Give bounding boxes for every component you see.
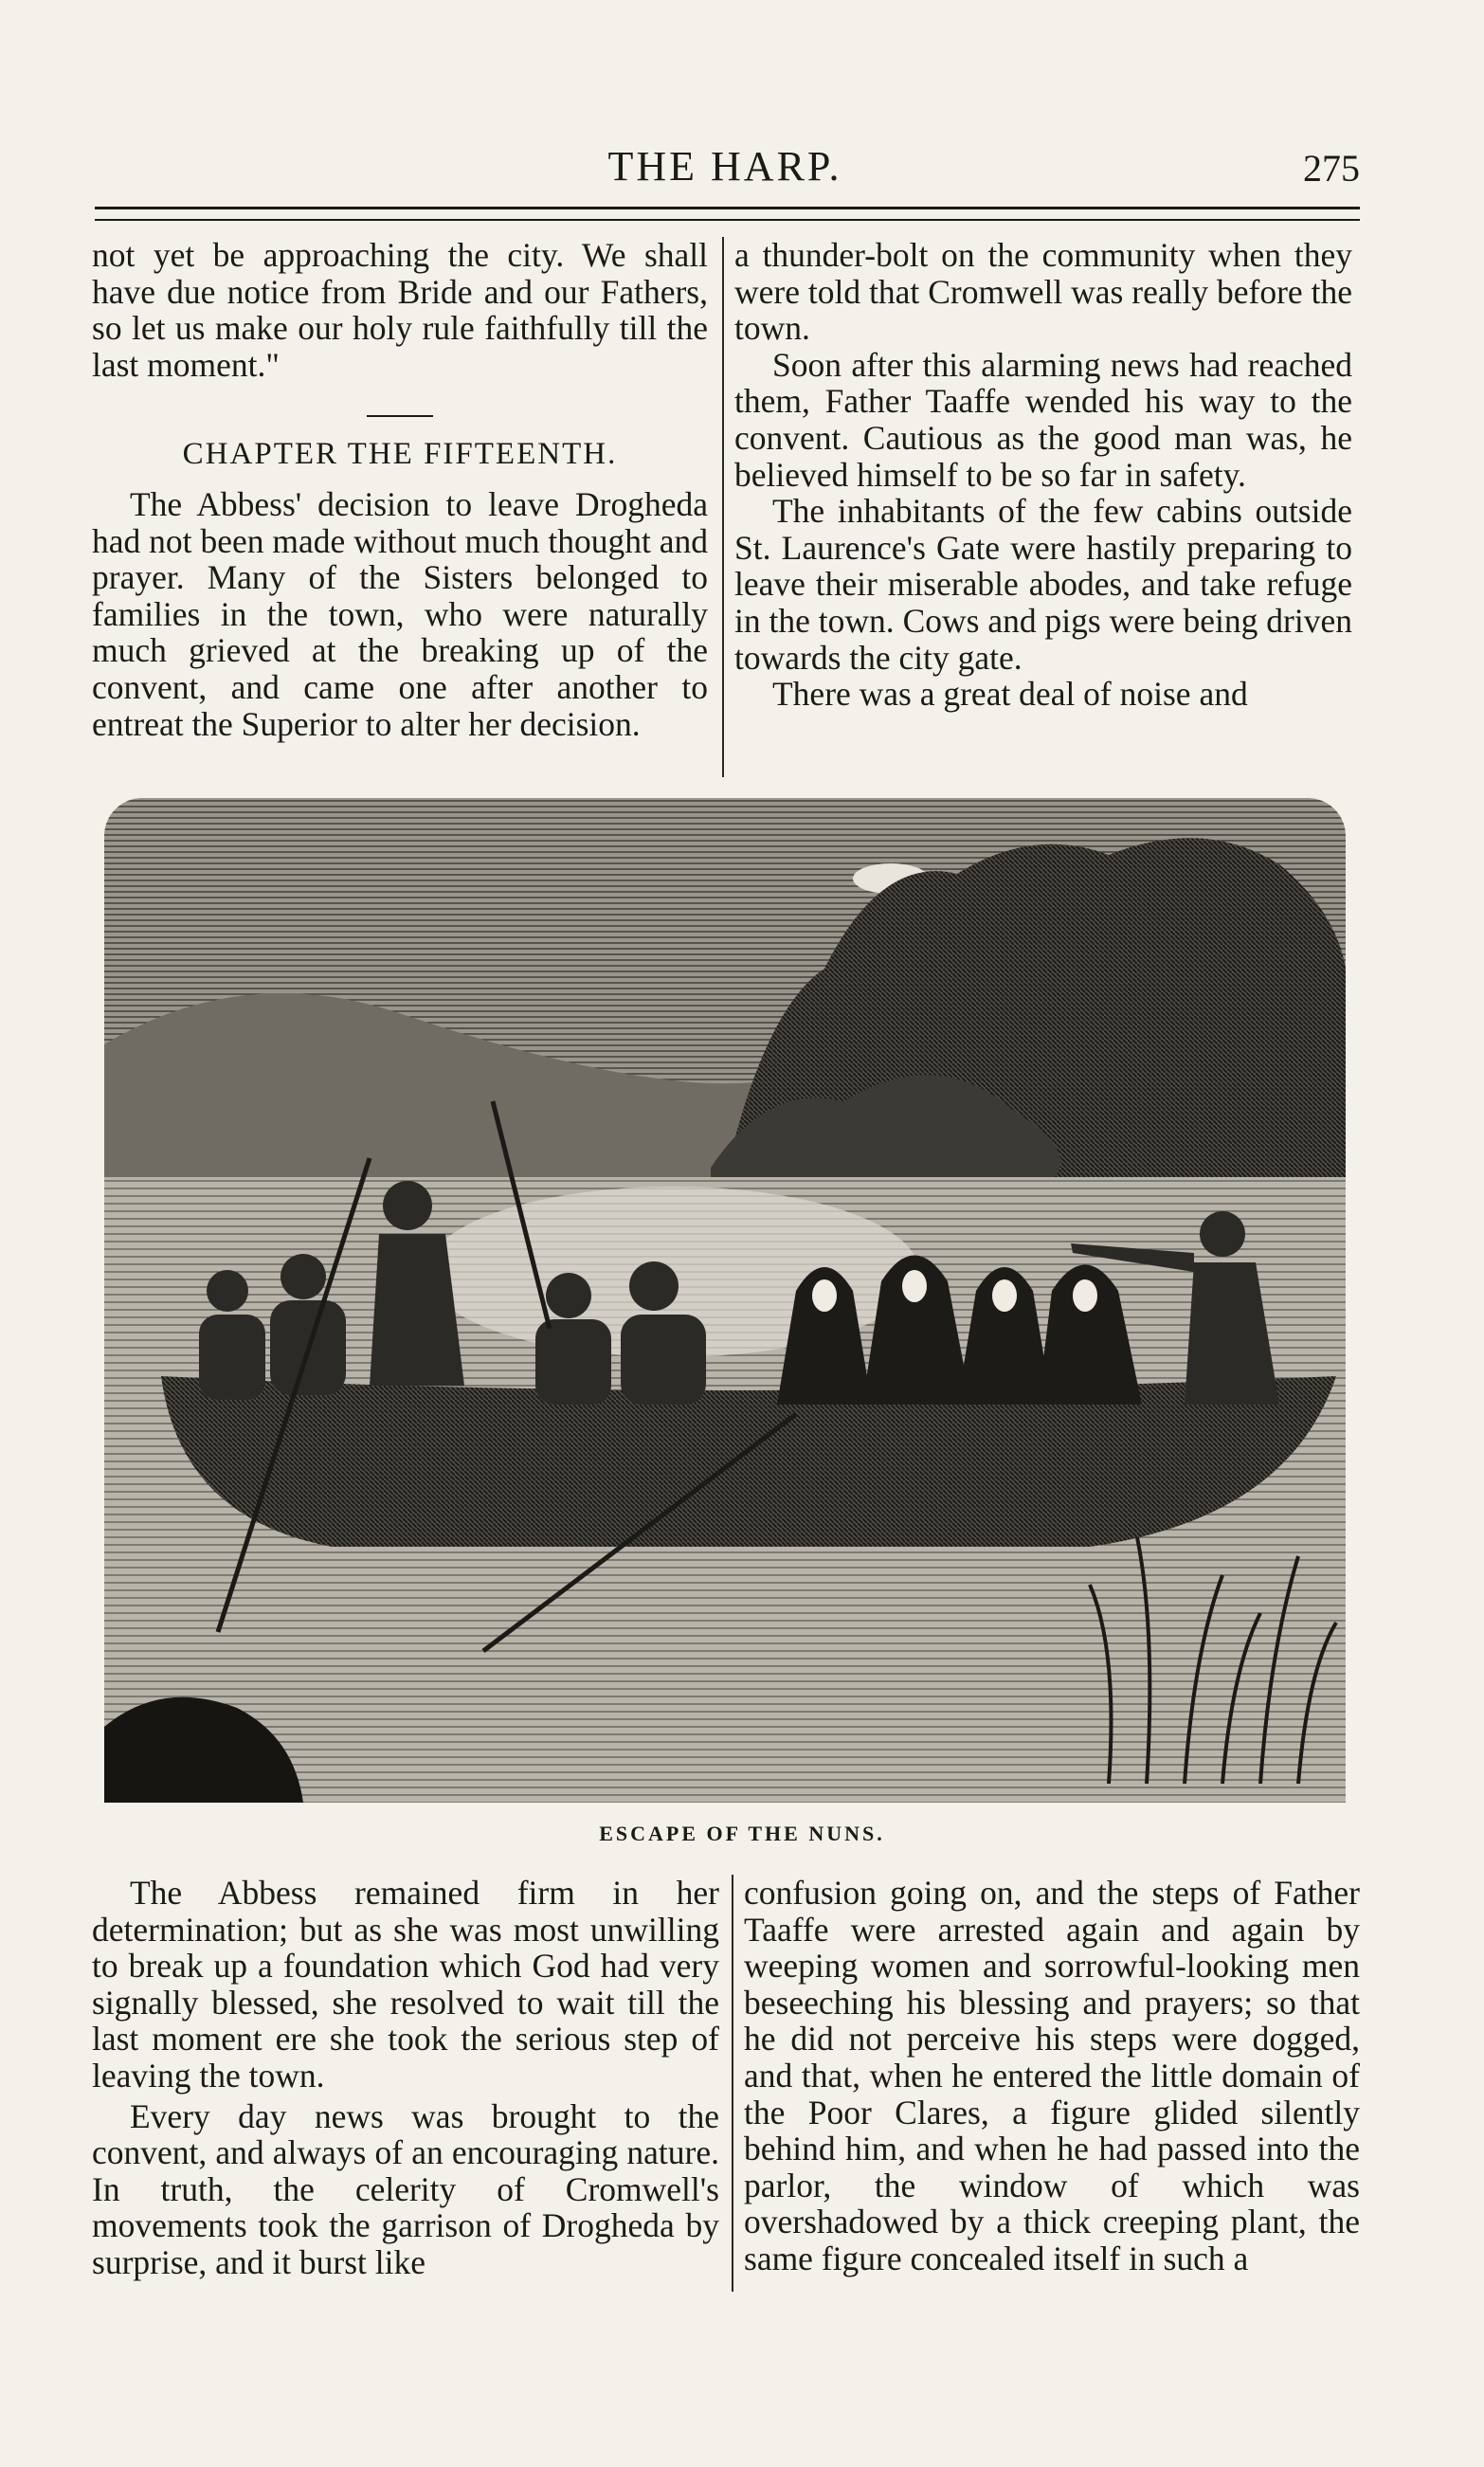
chapter-divider [367, 415, 433, 417]
engraving-image [104, 798, 1346, 1803]
paragraph: Soon after this alarming news had reached them, Father Taaffe wended his way to the convent. Cautious as the good man was, he believed himself to be so far in safety. [734, 345, 1352, 494]
illustration-caption: ESCAPE OF THE NUNS. [599, 1822, 885, 1845]
header-rule [95, 207, 1360, 221]
column-divider-top [722, 237, 724, 777]
chapter-title: CHAPTER THE FIFTEENTH. [182, 437, 618, 472]
page-number: 275 [1303, 147, 1360, 190]
paragraph: The inhabitants of the few cabins outside St. Laurence's Gate were hastily preparing to leave their miserable abodes, and take refuge in the town. Cows and pigs were being driven towards the city gate. [734, 492, 1352, 677]
column-divider-bottom [732, 1875, 733, 2292]
paragraph: The Abbess' decision to leave Drogheda had not been made without much thought and prayer. Many of the Sisters belonged to families in the town, who were naturally much grieved at the breaking up of the convent, and came one after another to entreat the Superior to alter her decision. [92, 484, 708, 743]
paragraph: Every day news was brought to the convent, and always of an encouraging nature. In truth, the celerity of Cromwell's movements took the garrison of Drogheda by surprise, and it burst like [92, 2096, 719, 2281]
boat [161, 1376, 1336, 1547]
top-left-column [92, 237, 708, 742]
top-right-column [734, 237, 1352, 713]
paragraph: There was a great deal of noise and [772, 675, 1248, 714]
bottom-left-column [92, 1875, 719, 2281]
continued-text: not yet be approaching the city. We shall have due notice from Bride and our Fathers, so let us make our holy rule faithfully till the last moment." [92, 236, 708, 384]
paragraph: confusion going on, and the steps of Father Taaffe were arrested again and again by weeping women and sorrowful-looking men beseeching his blessing and prayers; so that he did not perceive his steps were dogged, and that, when he entered the little domain of the Poor Clares, a figure glided silently behind him, and when he had passed into the parlor, the window of which was overshadowed by a thick creeping plant, the same figure concealed itself in such a [744, 1874, 1360, 2277]
bottom-right-column [744, 1875, 1360, 2277]
journal-title: THE HARP. [607, 143, 842, 190]
paragraph: a thunder-bolt on the community when they were told that Cromwell was really before the town. [734, 236, 1352, 348]
engraving-escape-of-the-nuns [104, 798, 1346, 1803]
paragraph: The Abbess remained firm in her determination; but as she was most unwilling to break up a foundation which God had very signally blessed, she resolved to wait till the last moment ere she took the serious step of leaving the town. [92, 1874, 719, 2095]
running-head [90, 133, 1360, 199]
